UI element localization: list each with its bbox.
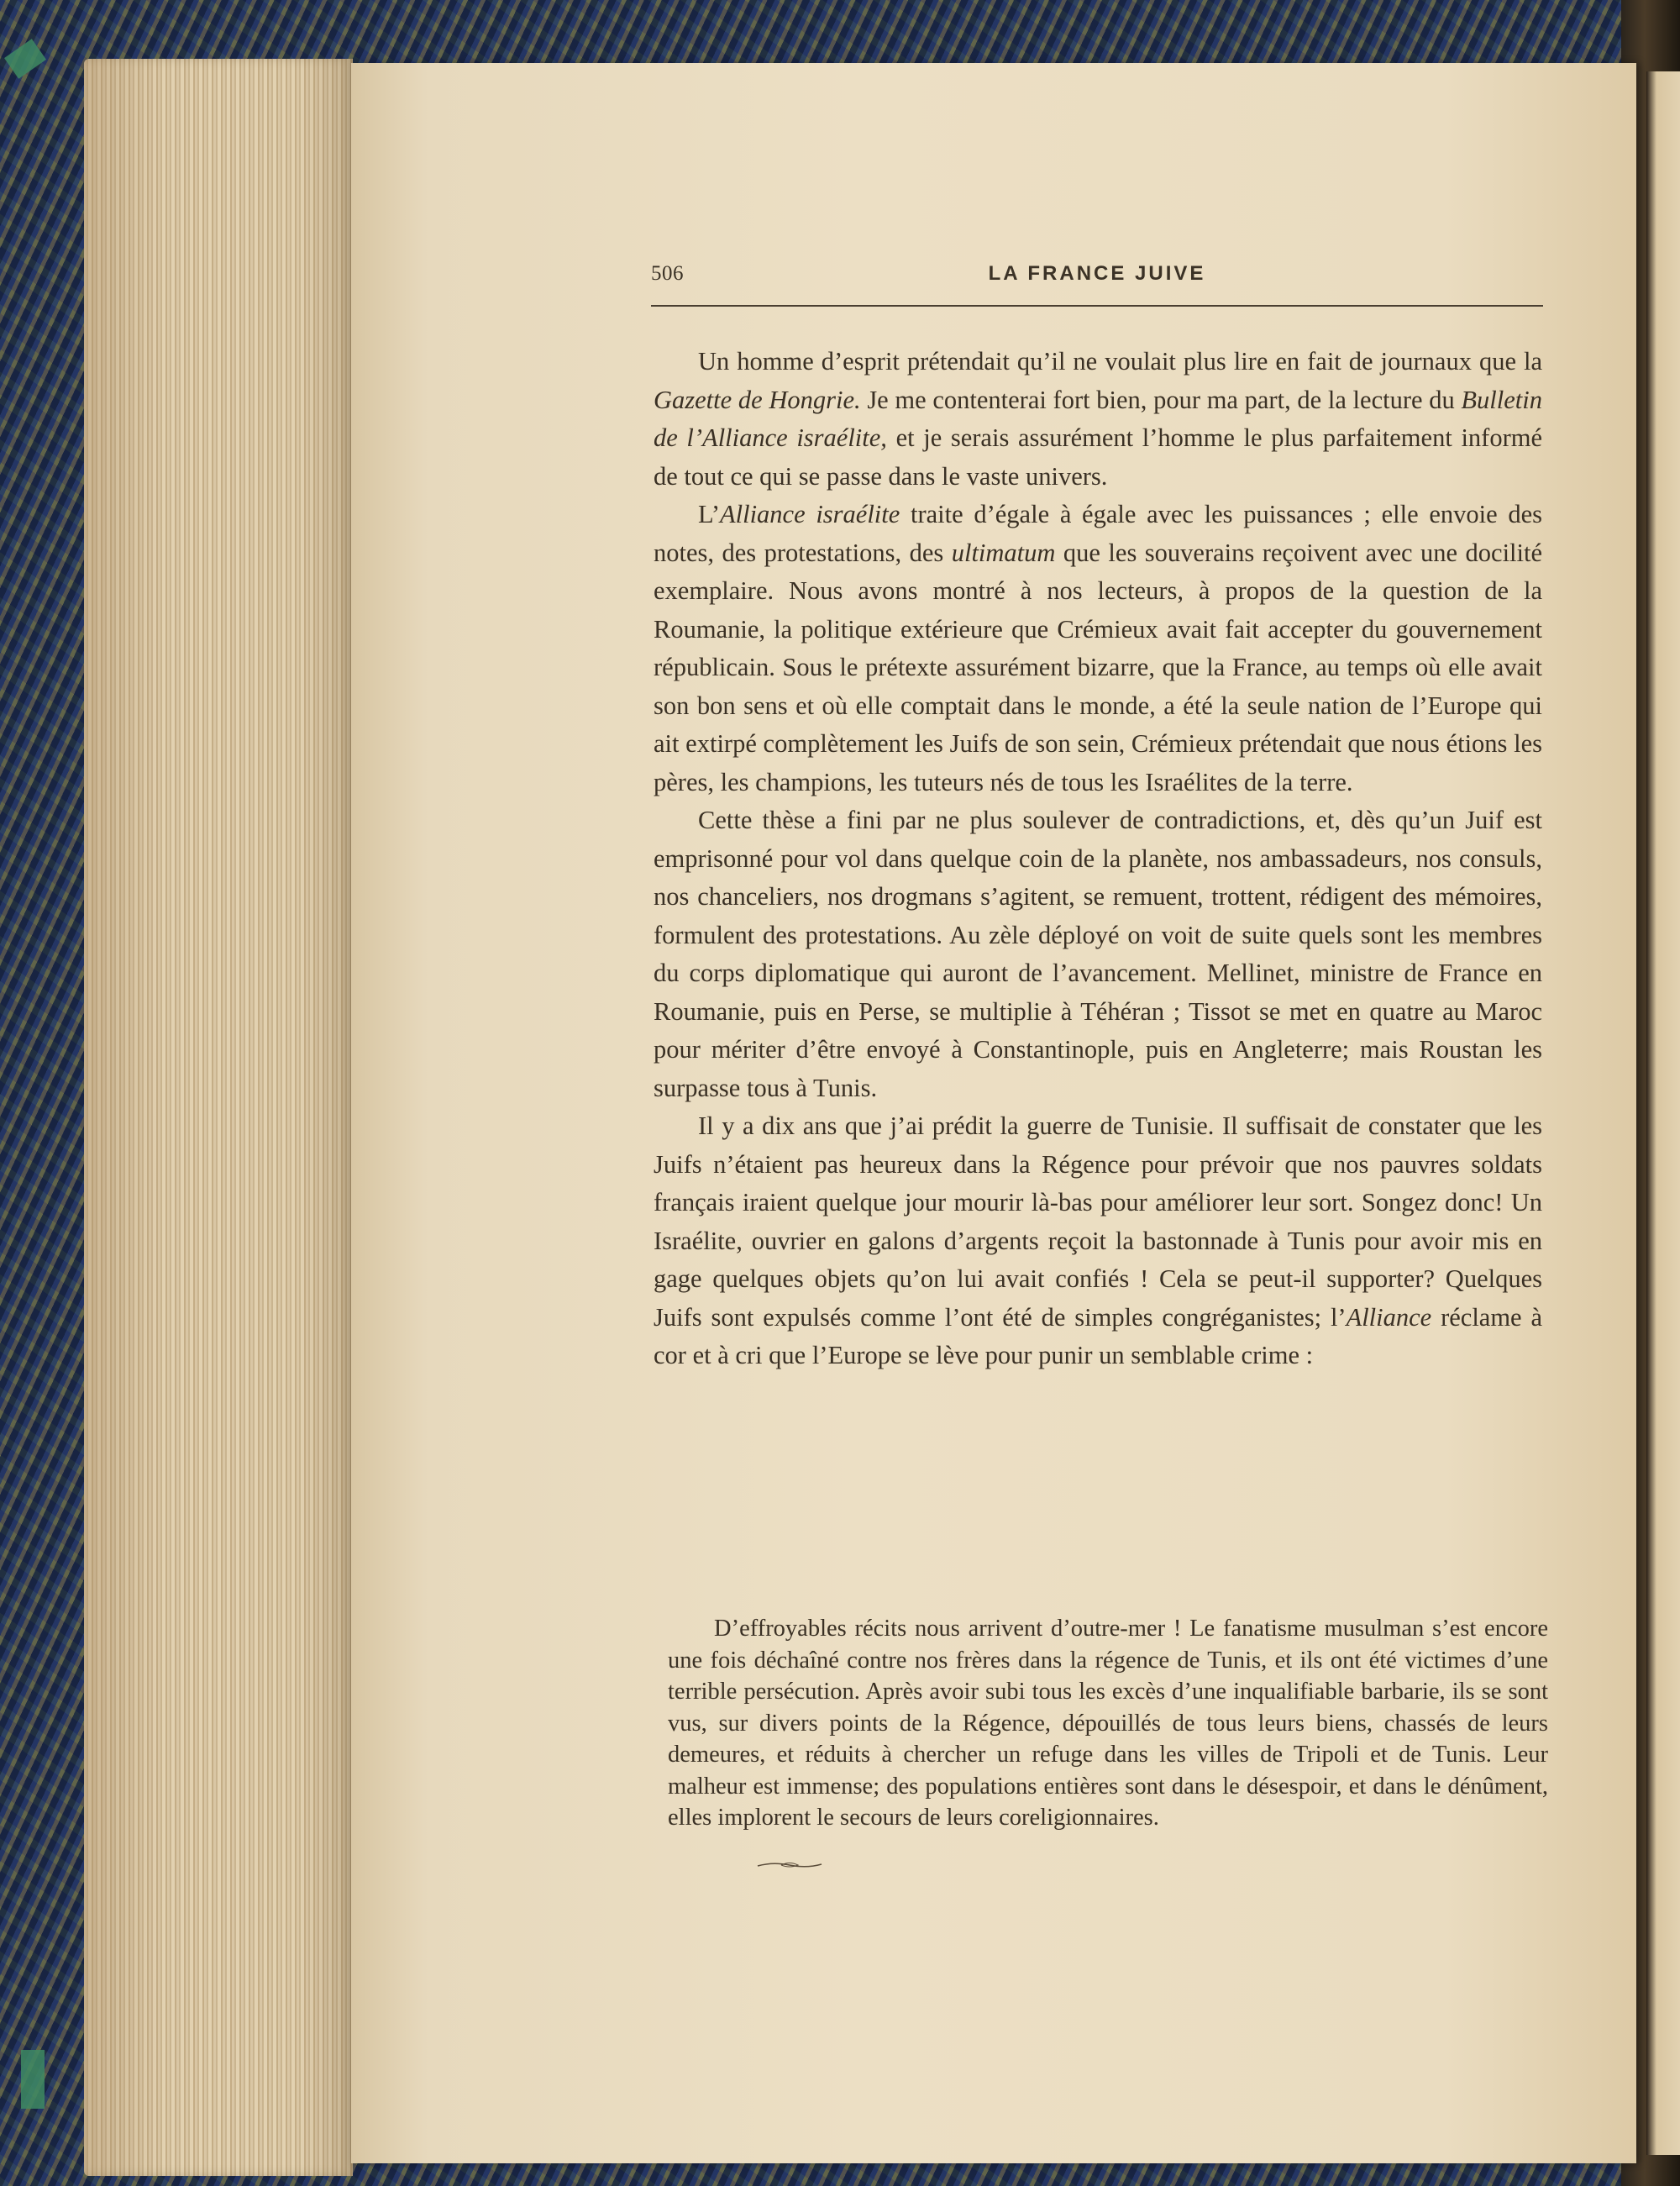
page-number: 506 [651,262,684,285]
text-run: Je me contenterai fort bien, pour ma part, de la lecture du [860,385,1462,414]
italic-run: Alliance [1346,1302,1432,1332]
text-run: traite d’égale à égale avec les puissances ; elle envoie des notes, des protestations, des [654,500,1542,567]
running-title: LA FRANCE JUIVE [988,262,1206,285]
text-run: réclame à cor et à cri que l’Europe se lève pour punir un semblable crime : [654,1302,1542,1369]
text-run: Un homme d’esprit prétendait qu’il ne voulait plus lire en fait de journaux que la [698,347,1542,376]
block-quote [668,1613,1548,1834]
text-run: Il y a dix ans que j’ai prédit la guerre de Tunisie. Il suffisait de constater que les Juifs n’étaient pas heureux dans la Régence pour prévoir que nos pauvres soldats français iraient quelque jour mourir là-bas pour améliorer leur sort. Songez donc! Un Israélite, ouvrier en galons d’argents reçoit la bastonnade à Tunis pour avoir mis en gage quelques objets qu’on lui avait confiés ! Cela se peut-il supporter? Quelques Juifs sont expulsés comme l’ont été de simples congréganistes; l’ [654,1111,1542,1332]
italic-run: Gazette de Hongrie. [654,385,861,414]
paragraph-3: Cette thèse a fini par ne plus soulever de contradictions, et, dès qu’un Juif est emprisonné pour vol dans quelque coin de la planète, nos ambassadeurs, nos consuls, nos chanceliers, nos drogmans s’agitent, se remuent, trottent, rédigent des mémoires, formulent des protestations. Au zèle déployé on voit de suite quels sont les membres du corps diplomatique qui auront de l’avancement. Mellinet, ministre de France en Roumanie, puis en Perse, se multiplie à Téhéran ; Tissot se met en quatre au Maroc pour mériter d’être envoyé à Constantinople, puis en Angleterre; mais Roustan les surpasse tous à Tunis. [654,806,1542,1102]
page-block-shading [84,59,353,2176]
italic-run: Bulletin de l’Alliance israélite, [654,385,1542,452]
italic-run: ultimatum [951,538,1056,567]
body-text [654,343,1542,1375]
italic-run: Alliance israélite [720,500,900,528]
paragraph-1 [654,343,1542,496]
quote-paragraph: D’effroyables récits nous arrivent d’outre-mer ! Le fanatisme musulman s’est encore une fois déchaîné contre nos frères dans la régence de Tunis, et ils ont été victimes d’une terrible persécution. Après avoir subi tous les excès d’une inqualifiable barbarie, ils se sont vus, sur divers points de la Régence, dépouillés de tous leurs biens, chassés de leurs demeures, et réduits à chercher un refuge dans les villes de Tripoli et de Tunis. Leur malheur est immense; des populations entières sont dans le désespoir, et dans le dénûment, elles implorent le secours de leurs coreligionnaires. [668,1616,1548,1831]
ornament-fleuron [756,1861,823,1869]
text-run: que les souverains reçoivent avec une docilité exemplaire. Nous avons montré à nos lecteurs, à propos de la question de la Roumanie, la politique extérieure que Crémieux avait fait accepter du gouvernement républicain. Sous le prétexte assurément bizarre, que la France, au temps où elle avait son bon sens et où elle comptait dans le monde, a été la seule nation de l’Europe qui ait extirpé complètement les Juifs de son sein, Crémieux prétendait que nous étions les pères, les champions, les tuteurs nés de tous les Israélites de la terre. [654,538,1542,796]
paragraph-4 [654,1107,1542,1375]
corner-tape-bottom [21,2050,45,2109]
paragraph-2 [654,496,1542,801]
text-run: et je serais assurément l’homme le plus parfaitement informé de tout ce qui se passe dans le vaste univers. [654,423,1542,491]
header-rule [651,305,1543,307]
facing-page-edge [1646,71,1680,2155]
running-head [651,262,1543,296]
text-run: L’ [698,500,720,528]
